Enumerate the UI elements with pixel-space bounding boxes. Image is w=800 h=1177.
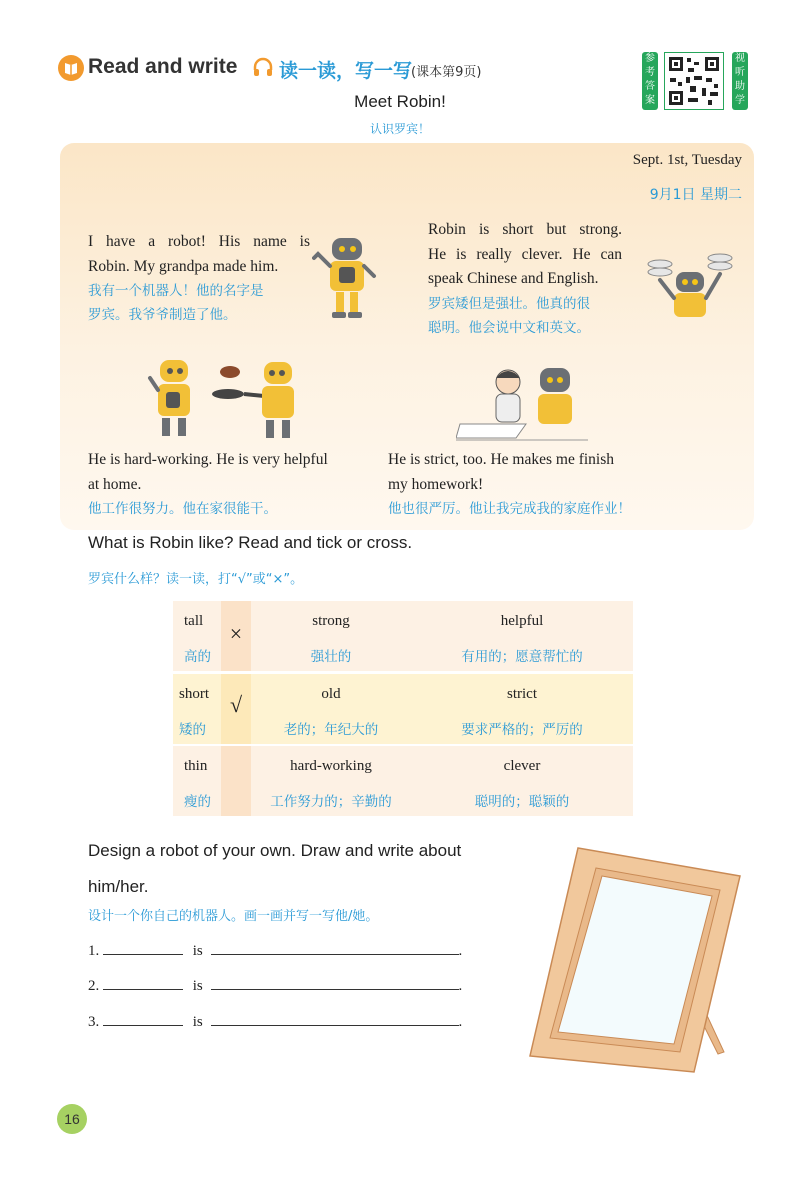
section-title-cn: 读一读，写一写 [279, 60, 413, 82]
exercise-2-question-cn: 设计一个你自己的机器人。画一画并写一写他/她。 [88, 909, 379, 924]
writing-line [88, 1011, 462, 1031]
paragraph-en-line: at home. [88, 475, 142, 493]
table-row [173, 674, 633, 744]
paragraph-en-line: He is hard-working. He is very helpful [88, 451, 328, 468]
exercise-2-question: Design a robot of your own. Draw and write about him/her. [88, 841, 462, 896]
section-title: Read and write [88, 55, 238, 78]
word-cn: 老的；年纪大的 [283, 722, 379, 738]
table-row [173, 746, 633, 816]
page-number: 16 [57, 1104, 87, 1134]
subject-blank[interactable] [103, 1011, 183, 1026]
robots-cooking-illustration [146, 356, 302, 446]
line-verb: is [192, 1014, 203, 1030]
line-verb: is [192, 943, 203, 959]
paragraph-en-line: my homework! [388, 475, 484, 493]
answer-key-tag: 参考答案 [642, 52, 658, 110]
word-en: thin [184, 758, 208, 774]
paragraph-en-line: He is strict, too. He makes me finish [388, 451, 614, 468]
word-cn: 高的 [184, 649, 211, 665]
adjective-table [173, 601, 633, 816]
diary-paragraph [388, 448, 668, 521]
paragraph-en-line: Robin is short but strong. [428, 221, 622, 238]
textbook-page-note: (课本第9页) [411, 65, 482, 80]
exercise-1-question-cn: 罗宾什么样？读一读，打“√”或“×”。 [88, 572, 304, 587]
line-end: . [458, 1014, 463, 1030]
line-verb: is [192, 978, 203, 994]
drawing-frame[interactable] [528, 846, 744, 1074]
mark-column-cell [221, 746, 251, 816]
diary-date-cn: 9月1日 星期二 [649, 187, 742, 203]
word-en: old [321, 686, 341, 702]
word-cn: 矮的 [179, 722, 206, 738]
writing-line [88, 975, 462, 995]
headphones-icon[interactable] [252, 56, 274, 78]
line-number: 1. [88, 943, 100, 959]
paragraph-en-line: He is really clever. He can [428, 245, 622, 263]
word-en: tall [184, 613, 204, 629]
word-cn: 有用的；愿意帮忙的 [461, 649, 583, 665]
boy-homework-robot-illustration [456, 362, 588, 444]
paragraph-cn-line: 我有一个机器人！他的名字是 [88, 283, 264, 299]
answer-mark[interactable]: √ [229, 692, 243, 717]
diary-paragraph [88, 448, 363, 521]
paragraph-cn-line: 罗宾。我爷爷制造了他。 [88, 307, 237, 323]
paragraph-en-line: I have a robot! His name is [88, 233, 310, 250]
description-blank[interactable] [211, 940, 459, 955]
word-en: helpful [500, 613, 544, 629]
word-cn: 聪明的；聪颖的 [474, 794, 570, 810]
word-en: strong [312, 613, 350, 629]
word-cn: 瘦的 [184, 794, 211, 810]
line-number: 3. [88, 1014, 100, 1030]
line-end: . [458, 978, 463, 994]
robot-juggling-illustration [644, 246, 736, 322]
audio-help-tag: 视听助学 [732, 52, 748, 110]
paragraph-cn-line: 他工作很努力。他在家很能干。 [88, 501, 277, 517]
description-blank[interactable] [211, 1011, 459, 1026]
paragraph-cn-line: 罗宾矮但是强壮。他真的很 [428, 295, 590, 312]
diary-date: Sept. 1st, Tuesday [632, 152, 742, 168]
word-en: strict [507, 686, 537, 702]
paragraph-cn-line: 聪明。他会说中文和英文。 [428, 319, 590, 336]
subject-blank[interactable] [103, 940, 183, 955]
word-cn: 强壮的 [310, 649, 352, 665]
robot-waving-illustration [312, 232, 382, 320]
word-cn: 要求严格的；严厉的 [461, 722, 583, 738]
description-blank[interactable] [211, 975, 459, 990]
subject-blank[interactable] [103, 975, 183, 990]
diary-paragraph [428, 218, 622, 340]
paragraph-cn-line: 他也很严厉。他让我完成我的家庭作业！ [388, 501, 631, 517]
word-en: clever [503, 758, 541, 774]
word-en: short [179, 686, 209, 702]
paragraph-en-line: Robin. My grandpa made him. [88, 257, 279, 275]
word-cn: 工作努力的；辛勤的 [270, 794, 392, 810]
line-number: 2. [88, 978, 100, 994]
line-end: . [458, 943, 463, 959]
read-write-badge-icon [58, 55, 84, 81]
paragraph-en-line: speak Chinese and English. [428, 270, 599, 287]
table-row [173, 601, 633, 671]
answer-mark[interactable]: × [229, 621, 243, 646]
reading-title-cn: 认识罗宾！ [369, 122, 430, 136]
word-en: hard-working [290, 758, 372, 774]
exercise-1-question: What is Robin like? Read and tick or cross. [88, 533, 413, 552]
reading-title: Meet Robin! [354, 92, 446, 111]
diary-paragraph [88, 230, 310, 327]
writing-line [88, 940, 462, 960]
